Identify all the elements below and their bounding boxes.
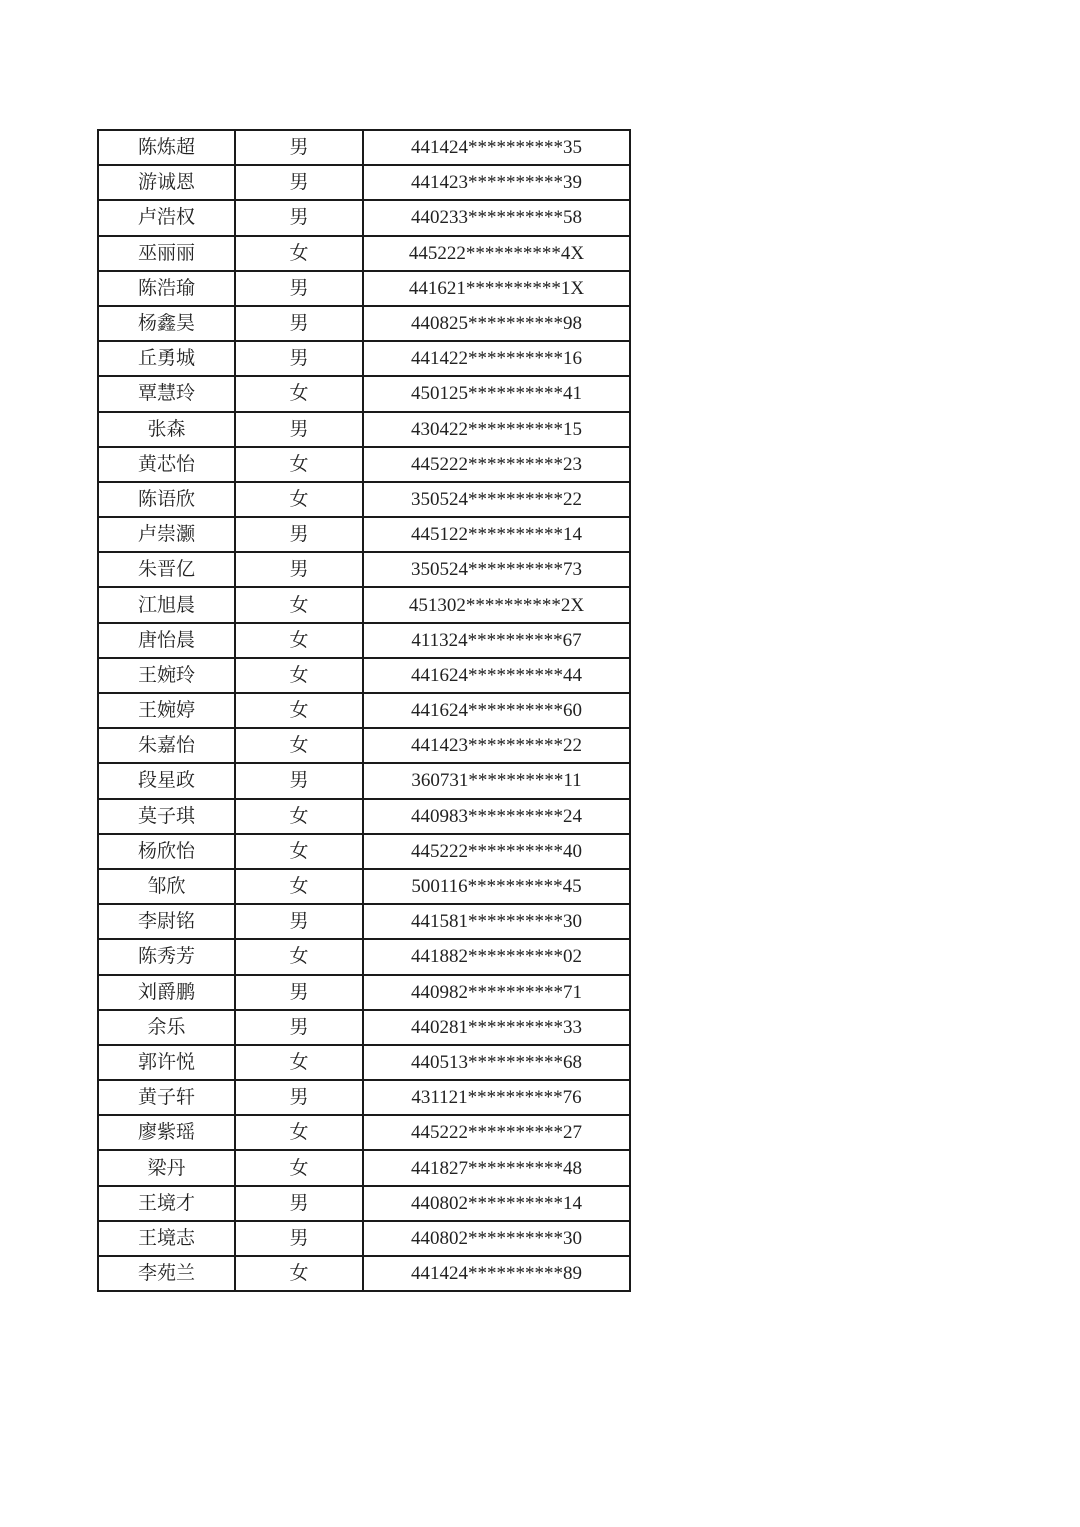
- gender-cell: 女: [235, 1045, 363, 1080]
- name-cell: 杨鑫昊: [98, 306, 235, 341]
- name-cell: 覃慧玲: [98, 376, 235, 411]
- id-number-cell: 441423**********22: [363, 728, 630, 763]
- id-number-cell: 445222**********4X: [363, 236, 630, 271]
- gender-cell: 女: [235, 939, 363, 974]
- table-row: [98, 728, 630, 763]
- table-row: [98, 412, 630, 447]
- table-row: [98, 939, 630, 974]
- gender-cell: 女: [235, 799, 363, 834]
- table-row: [98, 799, 630, 834]
- id-number-cell: 445222**********40: [363, 834, 630, 869]
- id-number-cell: 431121**********76: [363, 1080, 630, 1115]
- id-number-cell: 441621**********1X: [363, 271, 630, 306]
- name-cell: 朱嘉怡: [98, 728, 235, 763]
- gender-cell: 女: [235, 376, 363, 411]
- name-cell: 郭许悦: [98, 1045, 235, 1080]
- table-row: [98, 904, 630, 939]
- gender-cell: 男: [235, 271, 363, 306]
- table-row: [98, 165, 630, 200]
- gender-cell: 女: [235, 482, 363, 517]
- gender-cell: 男: [235, 200, 363, 235]
- id-number-cell: 440982**********71: [363, 975, 630, 1010]
- id-number-cell: 411324**********67: [363, 623, 630, 658]
- gender-cell: 男: [235, 412, 363, 447]
- name-cell: 陈语欣: [98, 482, 235, 517]
- gender-cell: 女: [235, 587, 363, 622]
- name-cell: 杨欣怡: [98, 834, 235, 869]
- table-row: [98, 587, 630, 622]
- id-number-cell: 430422**********15: [363, 412, 630, 447]
- gender-cell: 男: [235, 1010, 363, 1045]
- id-number-cell: 440233**********58: [363, 200, 630, 235]
- gender-cell: 女: [235, 834, 363, 869]
- table-row: [98, 763, 630, 798]
- gender-cell: 男: [235, 552, 363, 587]
- table-row: [98, 1080, 630, 1115]
- name-cell: 黄子轩: [98, 1080, 235, 1115]
- gender-cell: 男: [235, 165, 363, 200]
- table-row: [98, 1010, 630, 1045]
- gender-cell: 男: [235, 1080, 363, 1115]
- table-row: [98, 623, 630, 658]
- name-cell: 卢浩权: [98, 200, 235, 235]
- name-cell: 卢崇灏: [98, 517, 235, 552]
- id-number-cell: 440513**********68: [363, 1045, 630, 1080]
- name-cell: 陈炼超: [98, 130, 235, 165]
- gender-cell: 男: [235, 763, 363, 798]
- id-number-cell: 440281**********33: [363, 1010, 630, 1045]
- id-number-cell: 500116**********45: [363, 869, 630, 904]
- gender-cell: 女: [235, 623, 363, 658]
- gender-cell: 女: [235, 1150, 363, 1185]
- name-cell: 黄芯怡: [98, 447, 235, 482]
- name-cell: 段星政: [98, 763, 235, 798]
- name-cell: 江旭晨: [98, 587, 235, 622]
- gender-cell: 女: [235, 236, 363, 271]
- gender-cell: 女: [235, 1115, 363, 1150]
- gender-cell: 女: [235, 693, 363, 728]
- name-cell: 王婉玲: [98, 658, 235, 693]
- roster-table: [97, 129, 631, 1292]
- name-cell: 丘勇城: [98, 341, 235, 376]
- gender-cell: 女: [235, 869, 363, 904]
- table-row: [98, 482, 630, 517]
- name-cell: 廖紫瑶: [98, 1115, 235, 1150]
- id-number-cell: 441424**********35: [363, 130, 630, 165]
- table-row: [98, 1221, 630, 1256]
- gender-cell: 女: [235, 1256, 363, 1291]
- id-number-cell: 445222**********23: [363, 447, 630, 482]
- name-cell: 王境才: [98, 1186, 235, 1221]
- table-row: [98, 130, 630, 165]
- name-cell: 巫丽丽: [98, 236, 235, 271]
- id-number-cell: 440983**********24: [363, 799, 630, 834]
- id-number-cell: 350524**********73: [363, 552, 630, 587]
- id-number-cell: 441882**********02: [363, 939, 630, 974]
- table-row: [98, 1150, 630, 1185]
- name-cell: 李苑兰: [98, 1256, 235, 1291]
- table-row: [98, 200, 630, 235]
- id-number-cell: 445222**********27: [363, 1115, 630, 1150]
- table-row: [98, 236, 630, 271]
- gender-cell: 女: [235, 728, 363, 763]
- gender-cell: 女: [235, 447, 363, 482]
- gender-cell: 男: [235, 975, 363, 1010]
- name-cell: 朱晋亿: [98, 552, 235, 587]
- id-number-cell: 360731**********11: [363, 763, 630, 798]
- name-cell: 陈浩瑜: [98, 271, 235, 306]
- gender-cell: 男: [235, 1221, 363, 1256]
- table-row: [98, 1045, 630, 1080]
- id-number-cell: 441422**********16: [363, 341, 630, 376]
- table-row: [98, 1186, 630, 1221]
- table-row: [98, 271, 630, 306]
- gender-cell: 女: [235, 658, 363, 693]
- table-row: [98, 869, 630, 904]
- table-row: [98, 1256, 630, 1291]
- table-row: [98, 834, 630, 869]
- table-row: [98, 552, 630, 587]
- gender-cell: 男: [235, 341, 363, 376]
- name-cell: 王境志: [98, 1221, 235, 1256]
- id-number-cell: 450125**********41: [363, 376, 630, 411]
- id-number-cell: 445122**********14: [363, 517, 630, 552]
- table-row: [98, 376, 630, 411]
- id-number-cell: 441424**********89: [363, 1256, 630, 1291]
- gender-cell: 男: [235, 130, 363, 165]
- name-cell: 邹欣: [98, 869, 235, 904]
- id-number-cell: 441624**********60: [363, 693, 630, 728]
- table-row: [98, 517, 630, 552]
- name-cell: 李尉铭: [98, 904, 235, 939]
- table-row: [98, 693, 630, 728]
- name-cell: 王婉婷: [98, 693, 235, 728]
- name-cell: 梁丹: [98, 1150, 235, 1185]
- name-cell: 刘爵鹏: [98, 975, 235, 1010]
- name-cell: 陈秀芳: [98, 939, 235, 974]
- gender-cell: 男: [235, 904, 363, 939]
- id-number-cell: 440825**********98: [363, 306, 630, 341]
- name-cell: 张森: [98, 412, 235, 447]
- id-number-cell: 440802**********30: [363, 1221, 630, 1256]
- id-number-cell: 350524**********22: [363, 482, 630, 517]
- id-number-cell: 441423**********39: [363, 165, 630, 200]
- gender-cell: 男: [235, 517, 363, 552]
- table-row: [98, 306, 630, 341]
- id-number-cell: 440802**********14: [363, 1186, 630, 1221]
- id-number-cell: 441581**********30: [363, 904, 630, 939]
- table-row: [98, 1115, 630, 1150]
- id-number-cell: 441827**********48: [363, 1150, 630, 1185]
- gender-cell: 男: [235, 1186, 363, 1221]
- table-row: [98, 975, 630, 1010]
- table-row: [98, 658, 630, 693]
- name-cell: 莫子琪: [98, 799, 235, 834]
- table-row: [98, 341, 630, 376]
- name-cell: 游诚恩: [98, 165, 235, 200]
- name-cell: 唐怡晨: [98, 623, 235, 658]
- table-row: [98, 447, 630, 482]
- id-number-cell: 451302**********2X: [363, 587, 630, 622]
- id-number-cell: 441624**********44: [363, 658, 630, 693]
- gender-cell: 男: [235, 306, 363, 341]
- roster-body: [98, 130, 630, 1291]
- name-cell: 余乐: [98, 1010, 235, 1045]
